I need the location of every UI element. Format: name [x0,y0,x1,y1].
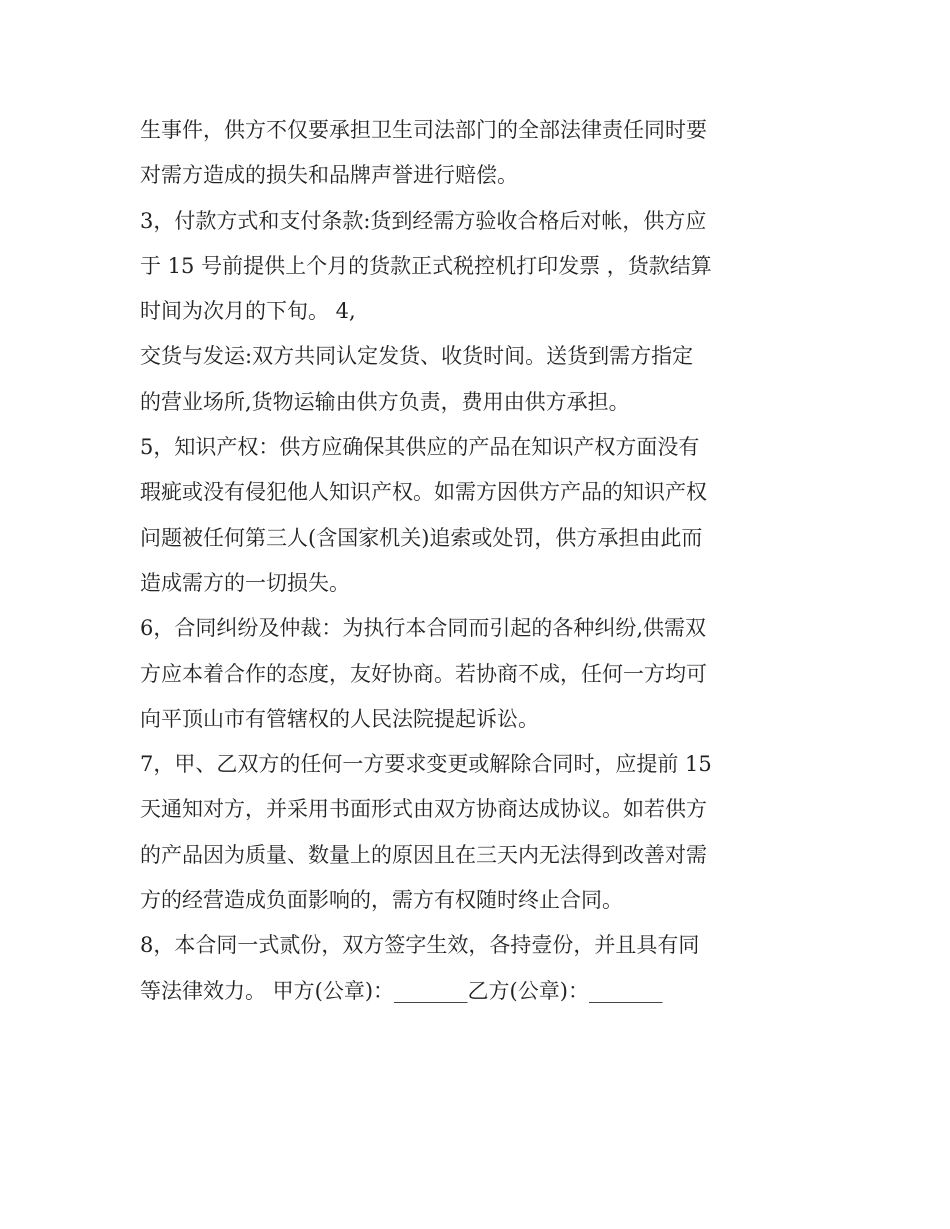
text-line: 于 15 号前提供上个月的货款正式税控机打印发票 ，货款结算 [140,253,712,278]
text-line: 问题被任何第三人(含国家机关)追索或处罚，供方承担由此而 [140,525,703,550]
text-line: 3，付款方式和支付条款:货到经需方验收合格后对帐，供方应 [140,208,707,233]
text-line: 瑕疵或没有侵犯他人知识产权。如需方因供方产品的知识产权 [140,480,707,505]
text-line: 6，合同纠纷及仲裁：为执行本合同而引起的各种纠纷,供需双 [140,616,707,641]
text-line: 等法律效力。 甲方(公章)：_______乙方(公章)：_______ [140,978,663,1003]
text-line: 交货与发运:双方共同认定发货、收货时间。送货到需方指定 [140,344,694,369]
text-line: 8，本合同一式贰份，双方签字生效，各持壹份，并且具有同 [140,933,700,958]
text-line: 时间为次月的下旬。 4, [140,299,356,324]
text-line: 方的经营造成负面影响的，需方有权随时终止合同。 [140,888,623,913]
text-line: 天通知对方，并采用书面形式由双方协商达成协议。如若供方 [140,797,707,822]
text-line: 向平顶山市有管辖权的人民法院提起诉讼。 [140,706,539,731]
text-line: 5，知识产权：供方应确保其供应的产品在知识产权方面没有 [140,435,700,460]
contract-text [140,108,820,1014]
text-line: 方应本着合作的态度，友好协商。若协商不成，任何一方均可 [140,661,707,686]
text-line: 造成需方的一切损失。 [140,570,350,595]
text-line: 的产品因为质量、数量上的原因且在三天内无法得到改善对需 [140,842,707,867]
text-line: 7，甲、乙双方的任何一方要求变更或解除合同时，应提前 15 [140,752,712,777]
text-line: 的营业场所,货物运输由供方负责，费用由供方承担。 [140,389,630,414]
text-line: 生事件，供方不仅要承担卫生司法部门的全部法律责任同时要 [140,118,707,142]
text-line: 对需方造成的损失和品牌声誉进行赔偿。 [140,163,518,188]
